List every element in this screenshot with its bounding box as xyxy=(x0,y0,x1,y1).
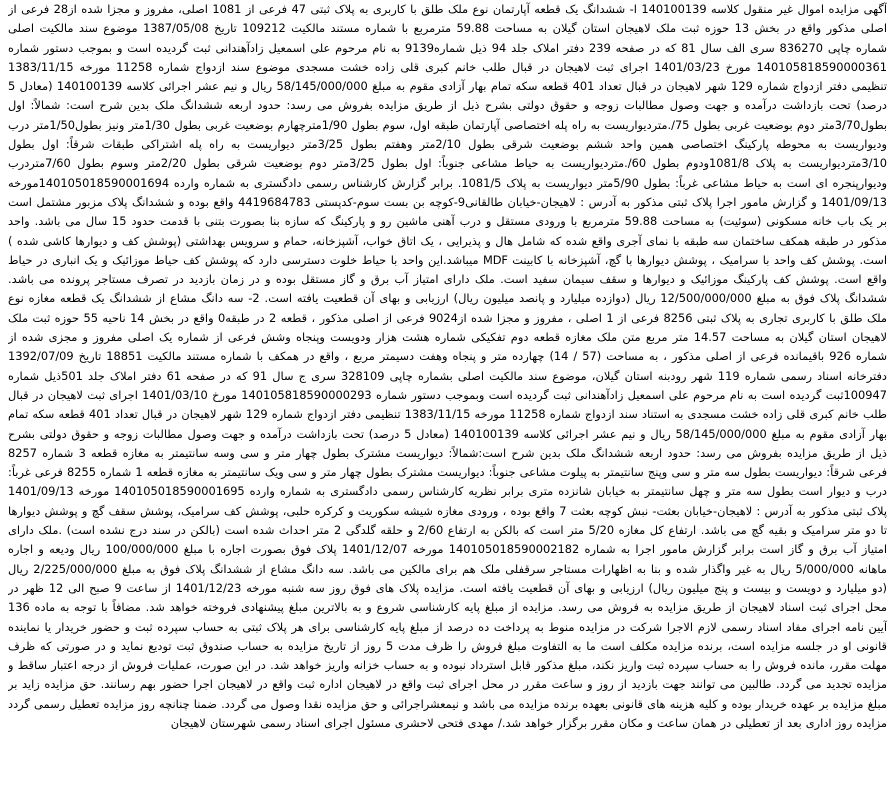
notice-body-text: آگهی مزایده اموال غیر منقول کلاسه 140100139 ا- ششدانگ یک قطعه آپارتمان نوع ملک طلق با کاربری به پلاک ثبتی 47 فرعی از 1081 اصلی، مفروز و مجزا شده از28 فرعی از اصلی مذکور واقع در بخش 13 حوزه ثبت ملک لاهیجان استان گیلان به مساحت 59.88 مترمربع با شماره مستند مالکیت 109212 تاریخ 1387/05/08 موضوع سند مالکیت اصلی شماره چاپی 836270 سری الف سال 81 که در صفحه 239 دفتر املاک جلد 94 ذیل شماره9139 به نام مرحوم علی اسمعیل زادآهندانی ثبت گردیده است و بموجب دستور شماره 140105818590000361 مورخ 1401/03/23 اجرای ثبت لاهیجان در قبال طلب خانم کبری قلی زاده خشت مسجدی موضوع سند ازدواج شماره 11258 مورخه 1383/11/15 تنظیمی دفتر ازدواج شماره 129 شهر لاهیجان در قبال تعداد 401 قطعه سکه تمام بهار آزادی مقوم به مبلغ 58/145/000/000 ریال و نیم عشر اجرائی کلاسه 140100139 (معادل 5 درصد) تحت بازداشت درآمده و جهت وصول مطالبات زوجه و حقوق دولتی بشرح ذیل از طریق مزایده بفروش می رسد: حدود اربعه ششدانگ ملک بدین شرح است: شمالاً: اول بطول3/70متر دوم بوضعیت غربی بطول 75/.متردیواریست به راه پله اختصاصی آپارتمان طبقه اول، سوم بطول 1/90مترچهارم بوضعیت غربی بطول 1/30متر ونیز بطول1/50متر درب ودیواریست به محوطه پارکینگ اختصاصی همین واحد ششم بوضعیت شرقی بطول 2/10متر وهفتم بطول 3/25متر دیواریست به راه پله اشتراکی طبقات شرقاً: اول بطول 3/10متردیواریست به پلاک 1081/8ودوم بطول 60/.متردیواریست به حیاط مشاعی جنوباً: اول بطول 3/25متر دوم بوضعیت شرقی بطول 2/20متر وسوم بطول 7/60متردرب ودیوارپنجره ای است به حیاط مشاعی غرباً: بطول 5/90متر دیواریست به پلاک 1081/5. برابر گزارش کارشناس رسمی دادگستری به شماره وارده 140105018590001694مورخه 1401/09/13 و گزارش مامور اجرا پلاک ثبتی مذکور به آدرس : لاهیجان-خیابان طالقانی9-کوچه بن بست سوم-کدپستی 4419684783 واقع بوده و ششدانگ پلاک مزبور مشتمل است بر یک باب خانه مسکونی (سوئیت) به مساحت 59.88 مترمربع با ورودی مستقل و درب آهنی ماشین رو و پارکینگ که سازه بنا بصورت بتنی با قدمت حدود 15 سال می باشد. واحد مذکور در طبقه همکف ساختمان سه طبقه با نمای آجری واقع شده که شامل هال و پذیرایی ، یک اتاق خواب، آشپزخانه، حمام و سرویس بهداشتی (پوشش کف و دیوارها کاشی شده ) است. پوشش کف واحد با سرامیک ، پوشش دیوارها با گچ، آشپزخانه با کابینت MDF میباشد.این واحد با حیاط خلوت دسترسی دارد که پوشش کف حیاط موزائیک و یک انباری در حیاط واقع است. پوشش کف پارکینگ موزائیک و دیوارها و سقف سیمان سفید است. ملک دارای امتیاز آب برق و گاز مستقل بوده و در زمان بازدید در تصرف مستاجر پرونده می باشد. ششدانگ پلاک فوق به مبلغ 12/500/000/000 ریال (دوازده میلیارد و پانصد میلیون ریال) ارزیابی و بهای آن قطعیت یافته است. 2- سه دانگ مشاع از ششدانگ یک قطعه مغازه نوع ملک طلق با کاربری تجاری به پلاک ثبتی 8256 فرعی از 1 اصلی ، مفروز و مجزا شده از9024 فرعی از اصلی مذکور ، قطعه 2 در طبقه0 واقع در بخش 14 ناحیه 55 حوزه ثبت ملک لاهیجان استان گیلان به مساحت 14.57 متر مربع متن ملک مغازه قطعه دوم تفکیکی شماره هشت هزار ودویست وپنجاه وشش فرعی از شماره یک اصلی مفروز و مجزی شده از شماره 926 باقیمانده فرعی از اصلی مذکور ، به مساحت (57 / 14) چهارده متر و پنجاه وهفت دسیمتر مربع ، واقع در همکف با شماره مستند مالکیت 18851 تاریخ 1392/07/09 دفترخانه اسناد رسمی شماره 119 شهر رودبنه استان گیلان، موضوع سند مالکیت اصلی بشماره چاپی 328109 سری ج سال 91 که در صفحه 61 دفتر املاک جلد 501ذیل شماره 100947ثبت گردیده است به نام مرحوم علی اسمعیل زادآهندانی ثبت گردیده است وبموجب دستور شماره 140105818590000293 مورخ 1401/03/10 اجرای ثبت لاهیجان در قبال طلب خانم کبری قلی زاده خشت مسجدی به استناد سند ازدواج شماره 11258 مورخه 1383/11/15 تنظیمی دفتر ازدواج شماره 129 شهر لاهیجان در قبال تعداد 401 قطعه سکه تمام بهار آزادی مقوم به مبلغ 58/145/000/000 ریال و نیم عشر اجرائی کلاسه 140100139 (معادل 5 درصد) تحت بازداشت درآمده و جهت وصول مطالبات زوجه و حقوق دولتی بشرح ذیل از طریق مزایده بفروش می رسد: حدود اربعه ششدانگ ملک بدین شرح است:شمالاً: دیواریست مشترک بطول چهار متر و سی وسه سانتیمتر به مغازه قطعه 3 شماره 8257 فرعی شرقاً: دیواریست بطول سه متر و سی وپنج سانتیمتر به پیلوت مشاعی جنوباً: دیواریست مشترک بطول چهار متر و سی ویک سانتیمتر به مغازه قطعه 1 شماره 8255 فرعی غرباً: درب و دیوار است بطول سه متر و چهل سانتیمتر به خیابان شانزده متری برابر نظریه کارشناس رسمی دادگستری به شماره وارده 140105018590001695 مورخه 1401/09/13 پلاک ثبتی مذکور به آدرس : لاهیجان-خیابان بعثت- نبش کوچه بعثت 7 واقع بوده ، ورودی مغازه شیشه سکوریت و کرکره حلبی، پوشش کف سرامیک، پوشش سقف گچ و پوشش دیوارها تا دو متر سرامیک و بقیه گچ می باشد. ارتفاع کل مغازه 5/20 متر است که بالکن به ارتفاع 2/60 و حلقه گلدگی 2 متر احداث شده است (بالکن در سند درج نشده است) .ملک دارای امتیاز آب برق و گاز است برابر گزارش مامور اجرا به شماره 140105018590002182 مورخه 1401/12/07 پلاک فوق بصورت اجاره با مبلغ 100/000/000 ریال ودیعه و اجاره ماهانه 5/000/000 ریال به غیر واگذار شده و بنا به اظهارات مستاجر سرقفلی ملک هم برای مالکین می باشد. سه دانگ مشاع از ششدانگ پلاک فوق به مبلغ 2/225/000/000 ریال (دو میلیارد و دویست و بیست و پنج میلیون ریال) ارزیابی و بهای آن قطعیت یافته است. مزایده پلاک های فوق روز سه شنبه مورخه 1401/12/23 از ساعت 9 صبح الی 12 ظهر در محل اجرای ثبت اسناد لاهیجان از طریق مزایده به فروش می رسد. مزایده از مبلغ پایه کارشناسی شروع و به بالاترین مبلغ پیشنهادی فروخته خواهد شد. مضافاً با توجه به ماده 136 آیین نامه اجرای مفاد اسناد رسمی لازم الاجرا شرکت در مزایده منوط به پرداخت ده درصد از مبلغ پایه کارشناسی برای هر پلاک ثبتی به حساب سپرده ثبت و حضور خریدار یا نماینده قانونی او در جلسه مزایده است، برنده مزایده مکلف است ما به التفاوت مبلغ فروش را ظرف مدت 5 روز از تاریخ مزایده به حساب صندوق ثبت تودیع نماید و در صورتی که ظرف مهلت مقرر، مانده فروش را به حساب سپرده ثبت واریز نکند، مبلغ مذکور قابل استرداد نبوده و به حساب خزانه واریز خواهد شد. در این صورت، عملیات فروش از درجه اعتبار ساقط و مزایده تجدید می گردد. طالبین می توانند جهت بازدید از روز و ساعت مقرر در محل اجرای ثبت واقع در لاهیجان اداره ثبت واقع در لاهیجان اجرا حضور بهم رسانند. حق مزایده زاید بر مبلغ مزایده بر عهده خریدار بوده و کلیه هزینه های قانونی بعهده برنده مزایده می باشد و نیمعشراجرائی و حق مزایده نقدا وصول می گردد. ضمنا چنانچه روز مزایده تعطیل رسمی گردد مزایده روز اداری بعد از تعطیلی در همان ساعت و مکان مقرر برگزار خواهد شد./ مهدی فتحی لاحشری مسئول اجرای اسناد رسمی شهرستان لاهیجان xyxy=(8,2,887,730)
auction-notice xyxy=(8,0,887,791)
